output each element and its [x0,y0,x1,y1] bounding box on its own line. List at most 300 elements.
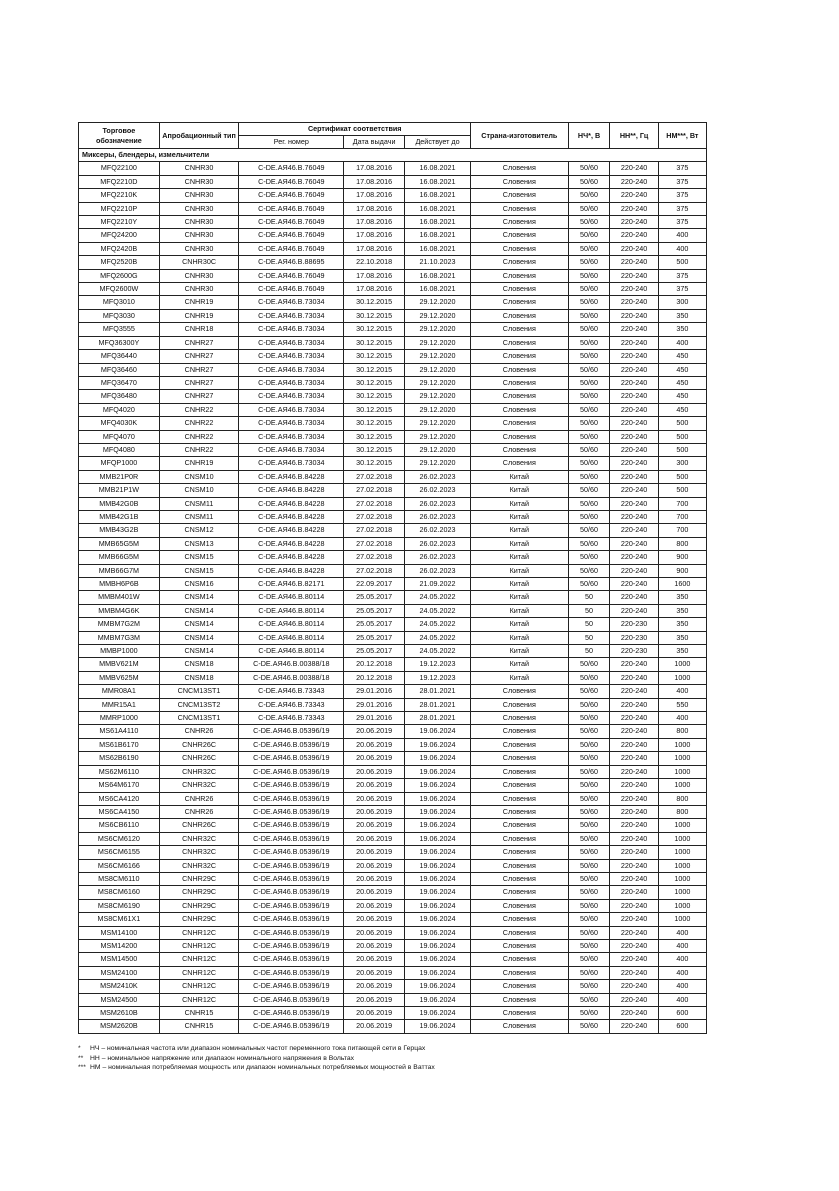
cell-approval-type: CNSM15 [159,551,239,564]
cell-reg-number: C-DE.АЯ46.В.05396/19 [239,738,344,751]
cell-trade-name: MFQ2210K [79,189,160,202]
cell-valid-until: 29.12.2020 [405,323,471,336]
cell-power: 1000 [658,765,706,778]
cell-voltage: 220-240 [610,323,658,336]
cell-valid-until: 24.05.2022 [405,604,471,617]
cell-voltage: 220-240 [610,175,658,188]
cell-trade-name: MMRP1000 [79,712,160,725]
cell-country: Словения [471,712,569,725]
table-row [79,725,707,738]
cell-issue-date: 27.02.2018 [344,524,405,537]
cell-trade-name: MMBM401W [79,591,160,604]
cell-issue-date: 30.12.2015 [344,296,405,309]
cell-reg-number: C-DE.АЯ46.В.76049 [239,202,344,215]
cell-trade-name: MSM14500 [79,953,160,966]
cell-trade-name: MSM2410K [79,980,160,993]
cell-approval-type: CNHR26C [159,819,239,832]
cell-reg-number: C-DE.АЯ46.В.76049 [239,162,344,175]
table-row [79,457,707,470]
cell-country: Словения [471,752,569,765]
footnote-text: НЧ – номинальная частота или диапазон номинальных частот переменного тока питающей сети в Герцах [90,1045,426,1052]
cell-reg-number: C-DE.АЯ46.В.73034 [239,350,344,363]
cell-voltage: 220-240 [610,819,658,832]
cell-country: Словения [471,189,569,202]
table-row [79,913,707,926]
cell-voltage: 220-240 [610,939,658,952]
table-row [79,819,707,832]
certificate-table [78,122,707,1034]
cell-power: 1000 [658,671,706,684]
cell-approval-type: CNCM13ST1 [159,712,239,725]
cell-reg-number: C-DE.АЯ46.В.05396/19 [239,805,344,818]
cell-trade-name: MFQ24200 [79,229,160,242]
cell-trade-name: MS6CM6166 [79,859,160,872]
cell-voltage: 220-240 [610,953,658,966]
table-row [79,564,707,577]
cell-approval-type: CNSM13 [159,537,239,550]
cell-trade-name: MS6CA4150 [79,805,160,818]
cell-power: 900 [658,551,706,564]
table-row [79,189,707,202]
cell-country: Китай [471,578,569,591]
cell-power: 1000 [658,832,706,845]
cell-voltage: 220-240 [610,1007,658,1020]
cell-power: 800 [658,537,706,550]
table-row [79,926,707,939]
cell-reg-number: C-DE.АЯ46.В.05396/19 [239,859,344,872]
footnote-text: НН – номинальное напряжение или диапазон номинального напряжения в Вольтах [90,1054,355,1062]
cell-reg-number: C-DE.АЯ46.В.73034 [239,443,344,456]
cell-issue-date: 20.06.2019 [344,899,405,912]
cell-voltage: 220-240 [610,216,658,229]
cell-power: 375 [658,175,706,188]
cell-issue-date: 20.06.2019 [344,859,405,872]
cell-voltage: 220-240 [610,899,658,912]
cell-issue-date: 25.05.2017 [344,604,405,617]
cell-frequency: 50/60 [568,443,610,456]
cell-frequency: 50/60 [568,551,610,564]
cell-issue-date: 17.08.2016 [344,242,405,255]
cell-power: 800 [658,725,706,738]
header-voltage: НН**, Гц [610,123,658,149]
cell-voltage: 220-240 [610,658,658,671]
cell-voltage: 220-240 [610,913,658,926]
cell-approval-type: CNCM13ST2 [159,698,239,711]
cell-frequency: 50/60 [568,926,610,939]
cell-power: 450 [658,390,706,403]
cell-voltage: 220-240 [610,524,658,537]
cell-issue-date: 29.01.2016 [344,698,405,711]
table-row [79,832,707,845]
cell-voltage: 220-240 [610,229,658,242]
cell-country: Словения [471,336,569,349]
cell-power: 500 [658,430,706,443]
cell-frequency: 50/60 [568,980,610,993]
cell-voltage: 220-240 [610,484,658,497]
cell-voltage: 220-240 [610,779,658,792]
cell-approval-type: CNHR19 [159,296,239,309]
table-row [79,899,707,912]
cell-approval-type: CNHR22 [159,403,239,416]
cell-country: Словения [471,256,569,269]
cell-issue-date: 20.06.2019 [344,1007,405,1020]
cell-issue-date: 17.08.2016 [344,283,405,296]
table-row [79,350,707,363]
cell-power: 400 [658,242,706,255]
cell-frequency: 50/60 [568,175,610,188]
cell-approval-type: CNHR19 [159,309,239,322]
cell-issue-date: 20.06.2019 [344,805,405,818]
table-row [79,323,707,336]
cell-frequency: 50/60 [568,832,610,845]
cell-valid-until: 26.02.2023 [405,524,471,537]
cell-power: 1000 [658,819,706,832]
cell-voltage: 220-240 [610,765,658,778]
table-row [79,390,707,403]
cell-valid-until: 29.12.2020 [405,336,471,349]
cell-country: Словения [471,792,569,805]
cell-voltage: 220-240 [610,792,658,805]
table-row [79,886,707,899]
cell-trade-name: MS62B6190 [79,752,160,765]
cell-trade-name: MS8CM6160 [79,886,160,899]
cell-valid-until: 19.06.2024 [405,899,471,912]
cell-reg-number: C-DE.АЯ46.В.73343 [239,698,344,711]
cell-power: 350 [658,618,706,631]
cell-frequency: 50/60 [568,216,610,229]
cell-frequency: 50/60 [568,283,610,296]
cell-frequency: 50/60 [568,269,610,282]
cell-reg-number: C-DE.АЯ46.В.84228 [239,484,344,497]
cell-approval-type: CNCM13ST1 [159,685,239,698]
cell-reg-number: C-DE.АЯ46.В.05396/19 [239,939,344,952]
cell-voltage: 220-240 [610,564,658,577]
cell-voltage: 220-240 [610,926,658,939]
cell-power: 450 [658,376,706,389]
cell-valid-until: 24.05.2022 [405,618,471,631]
cell-issue-date: 20.06.2019 [344,792,405,805]
cell-approval-type: CNHR26 [159,792,239,805]
cell-trade-name: MFQ36470 [79,376,160,389]
cell-valid-until: 26.02.2023 [405,537,471,550]
cell-country: Словения [471,819,569,832]
footnote [78,1063,758,1073]
cell-voltage: 220-240 [610,430,658,443]
cell-trade-name: MFQ3010 [79,296,160,309]
cell-power: 1000 [658,752,706,765]
cell-reg-number: C-DE.АЯ46.В.76049 [239,175,344,188]
cell-valid-until: 19.06.2024 [405,779,471,792]
cell-power: 700 [658,510,706,523]
cell-reg-number: C-DE.АЯ46.В.73343 [239,712,344,725]
cell-trade-name: MFQ2210D [79,175,160,188]
cell-trade-name: MMB65G5M [79,537,160,550]
cell-frequency: 50/60 [568,578,610,591]
cell-voltage: 220-240 [610,470,658,483]
cell-frequency: 50 [568,618,610,631]
cell-approval-type: CNSM15 [159,564,239,577]
table-row [79,859,707,872]
cell-approval-type: CNHR26C [159,738,239,751]
table-row [79,417,707,430]
cell-valid-until: 28.01.2021 [405,698,471,711]
cell-valid-until: 29.12.2020 [405,430,471,443]
cell-reg-number: C-DE.АЯ46.В.73034 [239,296,344,309]
cell-reg-number: C-DE.АЯ46.В.84228 [239,564,344,577]
header-country: Страна-изготовитель [471,123,569,149]
table-row [79,966,707,979]
cell-reg-number: C-DE.АЯ46.В.05396/19 [239,1020,344,1033]
cell-power: 1000 [658,872,706,885]
table-row [79,376,707,389]
footnote-mark: *** [78,1064,86,1072]
cell-valid-until: 16.08.2021 [405,162,471,175]
header-issue-date: Дата выдачи [344,136,405,149]
cell-power: 500 [658,443,706,456]
table-row [79,738,707,751]
table-body [79,149,707,1034]
cell-country: Словения [471,765,569,778]
cell-country: Словения [471,993,569,1006]
cell-power: 1000 [658,899,706,912]
cell-voltage: 220-240 [610,980,658,993]
cell-issue-date: 29.01.2016 [344,712,405,725]
cell-voltage: 220-240 [610,350,658,363]
cell-reg-number: C-DE.АЯ46.В.05396/19 [239,886,344,899]
cell-voltage: 220-240 [610,269,658,282]
cell-issue-date: 20.06.2019 [344,886,405,899]
cell-issue-date: 29.01.2016 [344,685,405,698]
table-row [79,269,707,282]
cell-reg-number: C-DE.АЯ46.В.05396/19 [239,993,344,1006]
table-row [79,591,707,604]
table-row [79,953,707,966]
table-row [79,805,707,818]
cell-reg-number: C-DE.АЯ46.В.05396/19 [239,980,344,993]
cell-reg-number: C-DE.АЯ46.В.73343 [239,685,344,698]
cell-country: Словения [471,926,569,939]
cell-frequency: 50/60 [568,779,610,792]
cell-frequency: 50/60 [568,859,610,872]
cell-voltage: 220-240 [610,390,658,403]
cell-approval-type: CNSM14 [159,645,239,658]
cell-power: 1000 [658,859,706,872]
cell-voltage: 220-240 [610,363,658,376]
cell-power: 600 [658,1007,706,1020]
cell-reg-number: C-DE.АЯ46.В.84228 [239,537,344,550]
cell-frequency: 50/60 [568,309,610,322]
cell-frequency: 50/60 [568,350,610,363]
cell-frequency: 50/60 [568,296,610,309]
cell-trade-name: MFQ4070 [79,430,160,443]
cell-reg-number: C-DE.АЯ46.В.05396/19 [239,792,344,805]
cell-country: Словения [471,283,569,296]
cell-reg-number: C-DE.АЯ46.В.80114 [239,604,344,617]
cell-power: 1000 [658,886,706,899]
table-row [79,497,707,510]
cell-valid-until: 19.06.2024 [405,939,471,952]
table-row [79,578,707,591]
table-row [79,309,707,322]
cell-reg-number: C-DE.АЯ46.В.80114 [239,591,344,604]
cell-trade-name: MMBP1000 [79,645,160,658]
table-row [79,242,707,255]
cell-trade-name: MFQ2210P [79,202,160,215]
cell-power: 375 [658,269,706,282]
cell-trade-name: MFQ36460 [79,363,160,376]
cell-valid-until: 19.06.2024 [405,752,471,765]
cell-country: Словения [471,443,569,456]
cell-country: Китай [471,645,569,658]
cell-approval-type: CNSM14 [159,618,239,631]
cell-voltage: 220-240 [610,497,658,510]
cell-valid-until: 19.06.2024 [405,792,471,805]
cell-reg-number: C-DE.АЯ46.В.84228 [239,524,344,537]
cell-valid-until: 16.08.2021 [405,242,471,255]
cell-frequency: 50/60 [568,430,610,443]
cell-frequency: 50/60 [568,886,610,899]
cell-frequency: 50/60 [568,457,610,470]
cell-country: Китай [471,497,569,510]
cell-trade-name: MFQ4030K [79,417,160,430]
cell-voltage: 220-240 [610,738,658,751]
cell-approval-type: CNHR18 [159,323,239,336]
cell-frequency: 50/60 [568,671,610,684]
cell-frequency: 50/60 [568,1007,610,1020]
cell-valid-until: 16.08.2021 [405,229,471,242]
cell-trade-name: MS62M6110 [79,765,160,778]
cell-frequency: 50/60 [568,805,610,818]
table-row [79,604,707,617]
cell-reg-number: C-DE.АЯ46.В.84228 [239,510,344,523]
cell-reg-number: C-DE.АЯ46.В.05396/19 [239,872,344,885]
cell-approval-type: CNHR30 [159,189,239,202]
cell-country: Словения [471,939,569,952]
cell-issue-date: 25.05.2017 [344,591,405,604]
cell-trade-name: MMR08A1 [79,685,160,698]
footnote-mark: ** [78,1054,84,1062]
cell-voltage: 220-240 [610,283,658,296]
cell-country: Словения [471,323,569,336]
cell-issue-date: 30.12.2015 [344,350,405,363]
cell-approval-type: CNSM11 [159,497,239,510]
cell-reg-number: C-DE.АЯ46.В.73034 [239,309,344,322]
cell-power: 400 [658,336,706,349]
cell-issue-date: 25.05.2017 [344,645,405,658]
cell-power: 300 [658,296,706,309]
cell-power: 1000 [658,846,706,859]
cell-trade-name: MMB42G1B [79,510,160,523]
cell-reg-number: C-DE.АЯ46.В.05396/19 [239,779,344,792]
cell-issue-date: 30.12.2015 [344,403,405,416]
cell-valid-until: 19.06.2024 [405,926,471,939]
cell-trade-name: MFQ2210Y [79,216,160,229]
cell-valid-until: 19.12.2023 [405,671,471,684]
cell-approval-type: CNHR30 [159,175,239,188]
table-row [79,363,707,376]
table-row [79,162,707,175]
cell-country: Китай [471,564,569,577]
cell-frequency: 50/60 [568,819,610,832]
cell-frequency: 50/60 [568,162,610,175]
cell-frequency: 50/60 [568,336,610,349]
cell-frequency: 50/60 [568,846,610,859]
cell-country: Китай [471,618,569,631]
cell-voltage: 220-240 [610,417,658,430]
cell-trade-name: MMR15A1 [79,698,160,711]
cell-approval-type: CNHR22 [159,430,239,443]
cell-country: Словения [471,1020,569,1033]
cell-trade-name: MSM14200 [79,939,160,952]
cell-reg-number: C-DE.АЯ46.В.73034 [239,323,344,336]
cell-voltage: 220-240 [610,162,658,175]
cell-power: 350 [658,604,706,617]
cell-reg-number: C-DE.АЯ46.В.84228 [239,470,344,483]
cell-issue-date: 22.09.2017 [344,578,405,591]
table-row [79,216,707,229]
cell-frequency: 50/60 [568,202,610,215]
cell-trade-name: MMB43G2B [79,524,160,537]
cell-power: 400 [658,926,706,939]
cell-trade-name: MMBM4G6K [79,604,160,617]
cell-country: Китай [471,524,569,537]
cell-trade-name: MS8CM61X1 [79,913,160,926]
cell-trade-name: MS6CM6155 [79,846,160,859]
cell-country: Китай [471,537,569,550]
cell-reg-number: C-DE.АЯ46.В.76049 [239,283,344,296]
cell-country: Словения [471,859,569,872]
cell-reg-number: C-DE.АЯ46.В.05396/19 [239,913,344,926]
table-row [79,779,707,792]
cell-frequency: 50/60 [568,242,610,255]
table-row [79,229,707,242]
cell-country: Словения [471,899,569,912]
cell-valid-until: 24.05.2022 [405,631,471,644]
cell-issue-date: 20.06.2019 [344,1020,405,1033]
cell-approval-type: CNHR30 [159,242,239,255]
cell-power: 375 [658,283,706,296]
cell-frequency: 50/60 [568,229,610,242]
table-row [79,443,707,456]
cell-power: 700 [658,497,706,510]
cell-country: Китай [471,604,569,617]
cell-issue-date: 27.02.2018 [344,510,405,523]
cell-frequency: 50/60 [568,913,610,926]
certificate-table-container [78,122,707,1034]
cell-trade-name: MFQP1000 [79,457,160,470]
cell-issue-date: 20.06.2019 [344,738,405,751]
cell-trade-name: MS61B6170 [79,738,160,751]
cell-voltage: 220-240 [610,671,658,684]
cell-approval-type: CNHR29C [159,913,239,926]
cell-valid-until: 29.12.2020 [405,403,471,416]
cell-valid-until: 19.06.2024 [405,832,471,845]
cell-trade-name: MFQ2520B [79,256,160,269]
table-row [79,939,707,952]
cell-valid-until: 19.06.2024 [405,846,471,859]
cell-country: Словения [471,403,569,416]
cell-voltage: 220-240 [610,256,658,269]
cell-frequency: 50/60 [568,403,610,416]
cell-power: 500 [658,417,706,430]
cell-issue-date: 17.08.2016 [344,189,405,202]
cell-power: 400 [658,980,706,993]
table-row [79,765,707,778]
cell-power: 350 [658,591,706,604]
footnote-mark: * [78,1045,81,1052]
cell-power: 375 [658,216,706,229]
cell-reg-number: C-DE.АЯ46.В.76049 [239,242,344,255]
